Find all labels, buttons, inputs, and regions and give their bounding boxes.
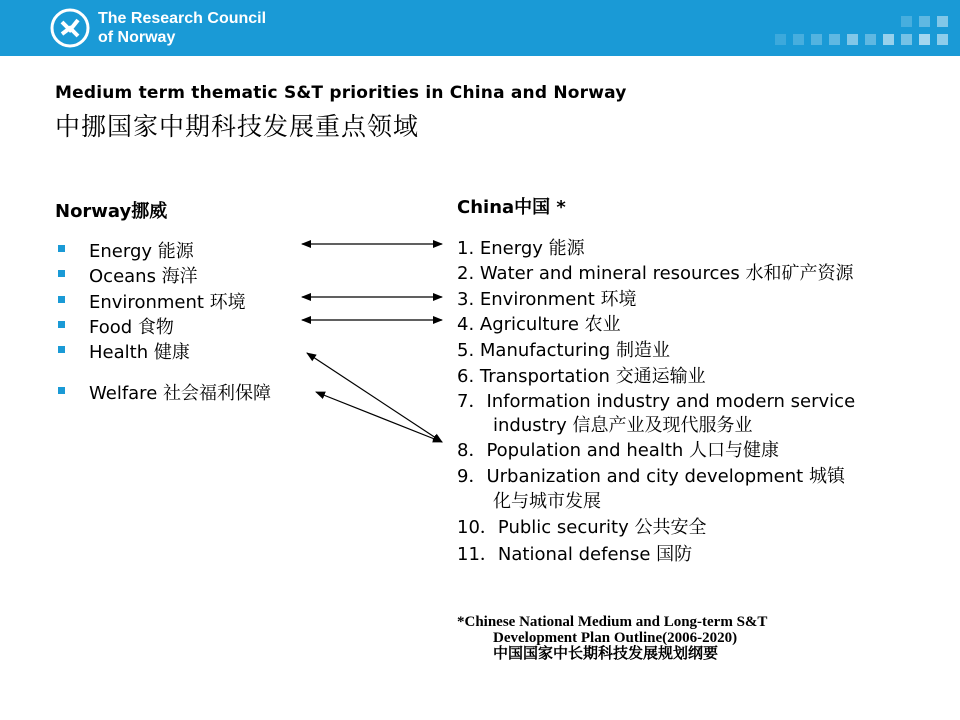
footnote-line-3: 中国国家中长期科技发展规划纲要 xyxy=(493,646,719,662)
china-item-environment: 3. Environment 环境 xyxy=(457,289,637,310)
china-item-energy: 1. Energy 能源 xyxy=(457,238,585,259)
china-item-national-defense: 11．National defense 国防 xyxy=(457,544,693,565)
norway-item-oceans: Oceans 海洋 xyxy=(89,266,198,287)
china-item-agriculture: 4. Agriculture 农业 xyxy=(457,314,621,335)
china-item-transportation: 6. Transportation 交通运输业 xyxy=(457,366,706,387)
china-item-public-security: 10．Public security 公共安全 xyxy=(457,517,707,538)
norway-item-environment: Environment 环境 xyxy=(89,292,246,313)
arrow-welfare-population xyxy=(316,392,442,442)
norway-item-health: Health 健康 xyxy=(89,342,190,363)
footnote-line-1: *Chinese National Medium and Long-term S&T xyxy=(457,614,768,630)
china-item-urbanization-cont: 化与城市发展 xyxy=(493,491,601,512)
footnote-line-2: Development Plan Outline(2006-2020) xyxy=(493,630,738,646)
norway-item-energy: Energy 能源 xyxy=(89,241,194,262)
china-item-information: 7．Information industry and modern service xyxy=(457,391,856,412)
china-item-information-cont: industry 信息产业及现代服务业 xyxy=(493,415,753,436)
china-item-water: 2. Water and mineral resources 水和矿产资源 xyxy=(457,263,854,284)
arrow-health-population xyxy=(307,353,442,442)
footnote xyxy=(457,614,877,662)
china-heading: China中国 * xyxy=(457,197,566,218)
brand-line-2: of Norway xyxy=(98,29,176,46)
brand-line-1: The Research Council xyxy=(98,10,267,27)
norway-item-food: Food 食物 xyxy=(89,317,174,338)
china-item-population: 8．Population and health 人口与健康 xyxy=(457,440,780,461)
china-item-urbanization: 9．Urbanization and city development 城镇 xyxy=(457,466,845,487)
page-title-chinese: 中挪国家中期科技发展重点领域 xyxy=(55,112,420,141)
norway-heading: Norway挪威 xyxy=(55,201,168,222)
page-title: Medium term thematic S&T priorities in China and Norway xyxy=(55,83,627,103)
china-item-manufacturing: 5. Manufacturing 制造业 xyxy=(457,340,670,361)
norway-item-welfare: Welfare 社会福利保障 xyxy=(89,383,271,404)
